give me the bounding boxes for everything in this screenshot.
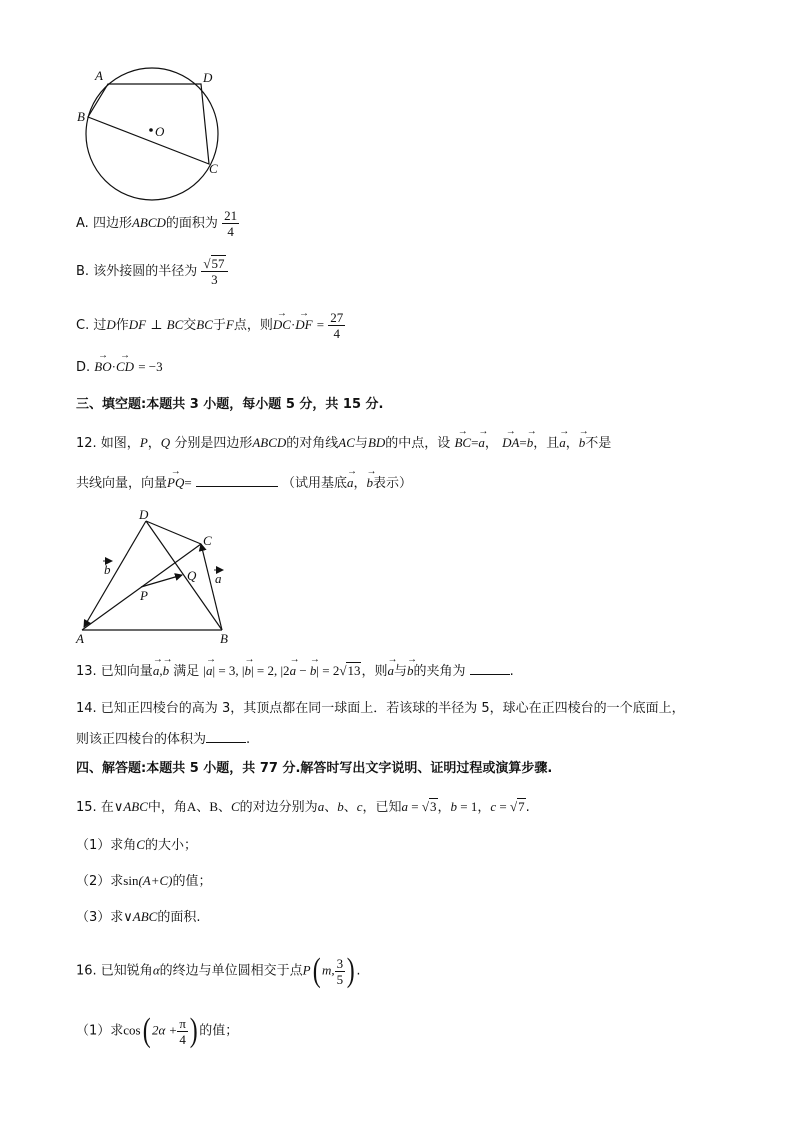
- vector-a: → a: [206, 662, 213, 680]
- radicand: 3: [430, 799, 437, 814]
- expression: 2α +: [151, 1022, 178, 1038]
- q14-line-2: [76, 730, 250, 749]
- text: 的值；: [172, 874, 212, 889]
- radicand: 13: [347, 663, 361, 678]
- answer-blank-q12[interactable]: [196, 474, 278, 487]
- numerator: √57: [201, 256, 227, 272]
- denominator: 5: [336, 971, 344, 987]
- text: ，: [565, 436, 579, 451]
- section-3-heading: 三、填空题:本题共 3 小题，每小题 5 分，共 15 分.: [76, 397, 384, 412]
- vector-a: → a: [388, 662, 395, 680]
- fraction-pi-4: [177, 1016, 188, 1047]
- text: ，: [353, 476, 367, 491]
- text: 作: [115, 318, 129, 333]
- denominator: 4: [179, 1031, 186, 1047]
- vector-b: → b: [527, 434, 534, 452]
- text: 与: [394, 664, 408, 679]
- vector-a: → a: [478, 434, 485, 452]
- text: −: [296, 663, 310, 678]
- vector-pq: → PQ: [167, 474, 184, 492]
- text: 的面积.: [157, 910, 201, 925]
- var-bc: BC: [196, 317, 213, 332]
- dot-symbol: ·: [290, 317, 296, 332]
- q15-subquestion-1: [76, 836, 197, 855]
- label-P: P: [140, 588, 148, 603]
- var-ac: AC: [338, 435, 355, 450]
- q12-line-2: [76, 474, 412, 493]
- vector-b: → b: [310, 662, 317, 680]
- vector-b: → b: [163, 662, 170, 680]
- equals: =: [519, 435, 527, 450]
- equals: =: [471, 435, 479, 450]
- label-B: B: [220, 631, 228, 646]
- equals: =: [316, 317, 325, 332]
- text: （3）求: [76, 910, 124, 925]
- vector-a: → a: [347, 474, 354, 492]
- text: 、: [343, 800, 357, 815]
- q13: [76, 662, 514, 681]
- q11-option-d: [76, 358, 163, 377]
- text: .: [525, 800, 530, 815]
- equals: =: [408, 799, 422, 814]
- text: 中，角: [147, 800, 187, 815]
- sin-function: sin: [123, 873, 139, 888]
- option-label: A.: [76, 216, 89, 231]
- var-c: c: [356, 799, 363, 814]
- radicand: 7: [518, 799, 525, 814]
- var-m: m,: [321, 962, 335, 978]
- numerator: 21: [224, 208, 238, 223]
- fraction-21-4: [222, 208, 239, 239]
- answer-blank-q13[interactable]: [470, 662, 510, 675]
- vector-a: → a: [290, 662, 297, 680]
- numerator: 3: [336, 955, 344, 971]
- vector-da: → DA: [502, 434, 519, 452]
- denominator: 4: [227, 224, 234, 239]
- text: ，: [147, 436, 161, 451]
- text: 不是: [585, 436, 612, 451]
- condition-expression: |→ a| = 3, |→ b| = 2, |2→ a − → b| = 2√13: [203, 663, 361, 678]
- text: 的对边分别为: [239, 800, 318, 815]
- text: （试用基底: [281, 476, 347, 491]
- q11-option-c: [76, 310, 345, 341]
- var-a: a: [401, 799, 409, 814]
- var-c: c: [490, 799, 497, 814]
- var-abcd: ABCD: [252, 435, 287, 450]
- var-a: a: [317, 799, 325, 814]
- vector-df: → DF: [295, 316, 312, 334]
- text: 表示）: [373, 476, 413, 491]
- var-b: b: [337, 799, 344, 814]
- fraction-27-4: [328, 310, 345, 341]
- text: | = 3, |: [212, 663, 245, 678]
- text: 则该正四棱台的体积为: [76, 732, 207, 747]
- section-4-heading: 四、解答题:本题共 5 小题，共 77 分.解答时写出文字说明、证明过程或演算步骤.: [76, 761, 553, 776]
- option-label: D.: [76, 360, 91, 375]
- equals: = 1，: [457, 799, 491, 814]
- q15-line-1: 15. 在∨ABC中，角A、B、C的对边分别为a、b、c，已知a = √3，b = 1，c = √7.: [76, 799, 530, 815]
- quadrilateral-abcd: [88, 84, 209, 164]
- q16-line-1: [76, 954, 361, 988]
- vector-a: → a: [153, 662, 160, 680]
- q11-option-b: [76, 256, 228, 287]
- center-point: [149, 128, 153, 132]
- var-abc: ABC: [123, 799, 148, 814]
- right-paren: ): [189, 1012, 198, 1049]
- var-abcd: ABCD: [131, 215, 166, 230]
- label-O: O: [155, 124, 165, 139]
- label-C: C: [209, 161, 218, 176]
- expression: (A+C): [138, 873, 173, 888]
- text: ，: [484, 436, 498, 451]
- vector-da-arrow: [84, 521, 146, 627]
- text: 分别是四边形: [174, 436, 253, 451]
- var-bc: BC: [166, 317, 184, 332]
- text: 、: [196, 800, 210, 815]
- text: 12. 如图，: [76, 436, 140, 451]
- vector-bo: → BO: [94, 358, 111, 376]
- angle-c: C: [136, 837, 145, 852]
- text: 点，则: [233, 318, 273, 333]
- text: .: [509, 664, 514, 679]
- text: 交: [183, 318, 197, 333]
- text: （2）求: [76, 874, 124, 889]
- text: ，: [437, 800, 451, 815]
- left-paren: (: [312, 952, 321, 989]
- q16-subquestion-1: [76, 1014, 238, 1048]
- figure-quadrilateral-vectors: [70, 500, 250, 650]
- text: ,: [159, 663, 163, 678]
- text: 的对角线: [286, 436, 339, 451]
- vector-bc-arrow: [201, 544, 222, 630]
- left-paren: (: [142, 1012, 151, 1049]
- vector-cd: → CD: [116, 358, 134, 376]
- equals: =: [184, 475, 192, 490]
- figure-circle-quadrilateral: [70, 62, 240, 202]
- triangle-symbol: ∨: [123, 909, 133, 924]
- right-paren: ): [346, 952, 355, 989]
- var-bd: BD: [367, 435, 386, 450]
- label-vector-b: b: [104, 562, 111, 577]
- vector-b: → b: [579, 434, 586, 452]
- option-label: C.: [76, 318, 90, 333]
- vector-pq-arrow: [141, 575, 182, 587]
- var-alpha: α: [152, 962, 160, 978]
- equals-value: = −3: [138, 359, 163, 374]
- var-p: P: [302, 962, 311, 978]
- text: 的大小；: [144, 838, 197, 853]
- dot-symbol: ·: [111, 359, 116, 374]
- text: 15. 在: [76, 800, 114, 815]
- text: 13. 已知向量: [76, 664, 153, 679]
- var-abc: ABC: [132, 909, 158, 924]
- text: | = 2, |2: [251, 663, 290, 678]
- angle-b: B: [209, 799, 218, 814]
- text: 、: [324, 800, 338, 815]
- text: 的夹角为: [413, 664, 466, 679]
- equals: =: [496, 799, 510, 814]
- option-text: 的面积为: [165, 216, 218, 231]
- label-C: C: [203, 533, 212, 548]
- label-Q: Q: [187, 568, 197, 583]
- q12-line-1: [76, 434, 611, 453]
- text: 的中点，设: [385, 436, 451, 451]
- var-b: b: [450, 799, 458, 814]
- numerator: 27: [330, 310, 344, 325]
- denominator: 4: [333, 326, 341, 341]
- label-D: D: [203, 70, 213, 85]
- text: ，且: [533, 436, 560, 451]
- text: ，已知: [362, 800, 402, 815]
- text: 16. 已知锐角: [76, 963, 153, 979]
- fraction-3-5: [335, 956, 346, 987]
- option-text: 该外接圆的半径为: [93, 264, 198, 279]
- perp-symbol: ⊥: [150, 317, 163, 332]
- answer-blank-q14[interactable]: [206, 730, 246, 743]
- q15-subquestion-3: [76, 908, 201, 927]
- triangle-symbol: ∨: [113, 799, 124, 814]
- label-D: D: [139, 507, 149, 522]
- text: .: [246, 732, 251, 747]
- text: | = 2: [316, 663, 340, 678]
- text: ，则: [361, 664, 388, 679]
- label-B: B: [77, 109, 85, 124]
- text: 、: [217, 800, 231, 815]
- text: 共线向量，向量: [76, 476, 168, 491]
- vector-b: → b: [407, 662, 414, 680]
- vector-dc: → DC: [273, 316, 291, 334]
- option-text: 四边形: [92, 216, 132, 231]
- var-p: P: [139, 435, 148, 450]
- text: 的终边与单位圆相交于点: [159, 963, 303, 979]
- text: 的值；: [199, 1023, 239, 1039]
- radicand: 57: [211, 256, 225, 271]
- q11-option-a: [76, 208, 239, 239]
- cos-function: cos: [123, 1022, 141, 1038]
- q15-subquestion-2: [76, 872, 212, 891]
- option-label: B.: [76, 264, 90, 279]
- vector-bc: → BC: [454, 434, 471, 452]
- angle-a: A: [186, 799, 197, 814]
- text: 于: [212, 318, 226, 333]
- var-df: DF: [128, 317, 147, 332]
- angle-c: C: [231, 799, 240, 814]
- label-vector-a: a: [215, 571, 222, 586]
- text: |: [203, 663, 206, 678]
- numerator: π: [179, 1015, 186, 1031]
- var-q: Q: [160, 435, 171, 450]
- denominator: 3: [211, 272, 218, 287]
- q14-line-1: 14. 已知正四棱台的高为 3，其顶点都在同一球面上．若该球的半径为 5，球心在正四棱台的一个底面上，: [76, 701, 685, 716]
- vector-a: → a: [559, 434, 566, 452]
- label-A: A: [76, 631, 84, 646]
- label-A: A: [95, 68, 103, 83]
- fraction-sqrt57-3: [201, 256, 227, 287]
- text: （1）求角: [76, 838, 137, 853]
- text: （1）求: [76, 1023, 124, 1039]
- var-f: F: [225, 317, 234, 332]
- var-d: D: [106, 317, 116, 332]
- text: 与: [354, 436, 368, 451]
- text: 过: [93, 318, 107, 333]
- text: 满足: [173, 664, 200, 679]
- vector-b: → b: [367, 474, 374, 492]
- vector-b: → b: [245, 662, 252, 680]
- text: .: [356, 963, 361, 979]
